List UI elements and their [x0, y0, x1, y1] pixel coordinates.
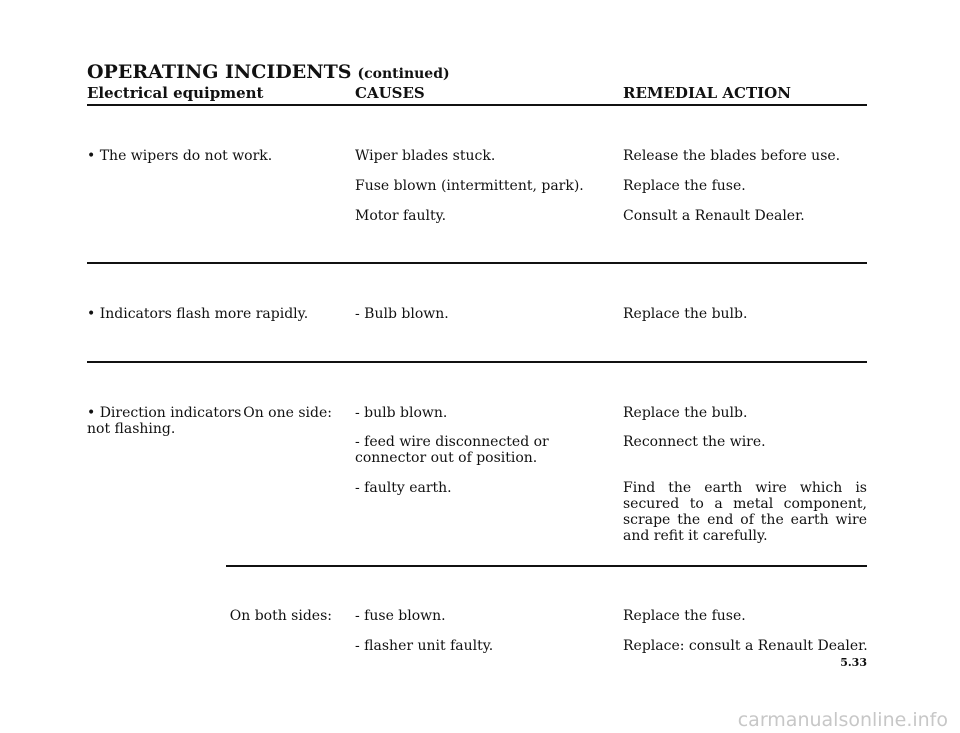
one-side-label: On one side: — [243, 405, 332, 421]
cause-fuse-blown: Fuse blown (intermittent, park). — [355, 178, 584, 194]
cause-faulty-earth: - faulty earth. — [355, 480, 452, 496]
cause-bulb-blown-one-side: - bulb blown. — [355, 405, 448, 421]
footer — [0, 705, 960, 733]
section-divider — [87, 262, 867, 264]
cause-flasher-faulty: - flasher unit faulty. — [355, 638, 494, 654]
action-earth-wire: Find the earth wire which is secured to a metal component, scrape the end of the earth wire and refit it carefully. — [623, 480, 867, 544]
symptom-indicators-rapid: • Indicators flash more rapidly. — [87, 306, 309, 322]
watermark-text: carmanualsonline.info — [737, 709, 948, 731]
action-replace-bulb: Replace the bulb. — [623, 306, 748, 322]
action-reconnect-wire: Reconnect the wire. — [623, 434, 766, 450]
action-consult-dealer: Consult a Renault Dealer. — [623, 208, 805, 224]
cause-bulb-blown: - Bulb blown. — [355, 306, 449, 322]
page-number: 5.33 — [840, 656, 867, 669]
cause-wiper-blades: Wiper blades stuck. — [355, 148, 496, 164]
both-sides-label: On both sides: — [229, 608, 332, 624]
subsection-divider — [226, 565, 867, 567]
header-electrical-equipment: Electrical equipment — [87, 84, 264, 102]
action-replace-flasher: Replace: consult a Renault Dealer. — [623, 638, 868, 654]
action-release-blades: Release the blades before use. — [623, 148, 841, 164]
action-replace-bulb-one-side: Replace the bulb. — [623, 405, 748, 421]
action-replace-fuse-both: Replace the fuse. — [623, 608, 746, 624]
page-title-main: OPERATING INCIDENTS — [87, 61, 352, 83]
cause-feed-wire: - feed wire disconnected or connector out of position. — [355, 434, 549, 466]
page-title — [87, 61, 450, 83]
symptom-direction-indicators: • Direction indicators — [87, 405, 242, 421]
action-replace-fuse: Replace the fuse. — [623, 178, 746, 194]
symptom-wipers: • The wipers do not work. — [87, 148, 273, 164]
section-divider — [87, 361, 867, 363]
cause-fuse-blown-both: - fuse blown. — [355, 608, 446, 624]
header-causes: CAUSES — [355, 84, 425, 102]
symptom-not-flashing: not flashing. — [87, 421, 176, 437]
cause-motor-faulty: Motor faulty. — [355, 208, 447, 224]
page-title-suffix: (continued) — [357, 66, 450, 82]
header-remedial-action: REMEDIAL ACTION — [623, 84, 791, 102]
header-rule — [87, 104, 867, 106]
